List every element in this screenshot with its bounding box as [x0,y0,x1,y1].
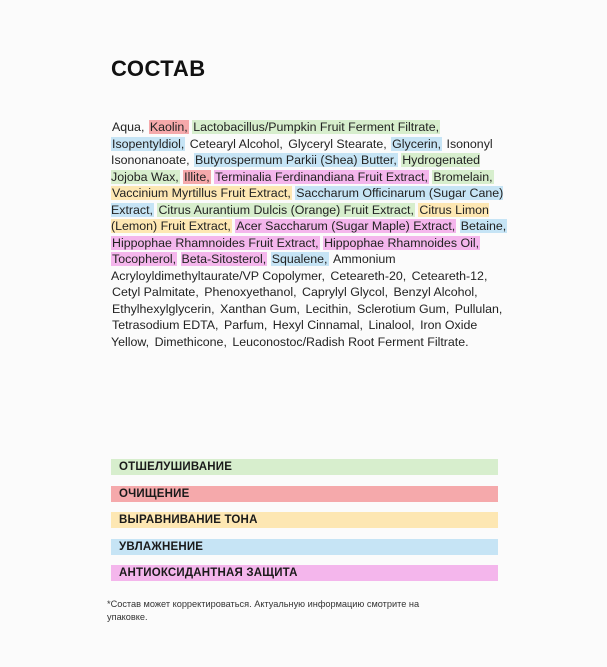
page-title: СОСТАВ [111,56,206,81]
ingredient: Ethylhexylglycerin, [112,301,215,316]
ingredient: Butyrospermum Parkii (Shea) Butter, [195,153,397,167]
ingredient: Pullulan, [454,301,503,316]
color-legend [111,459,498,592]
ingredient: Citrus Limon (Lemon) Fruit Extract, [111,202,489,233]
ingredient: Citrus Aurantium Dulcis (Orange) Fruit Extract, [158,202,414,217]
ingredients-list [111,119,511,350]
ingredient: Hippophae Rhamnoides Fruit Extract, [112,235,319,250]
ingredient: Isopentyldiol, [112,136,185,151]
legend-item: УВЛАЖНЕНИЕ [111,539,498,555]
ingredient: Dimethicone, [154,334,227,349]
ingredient: Tetrasodium EDTA, [112,318,219,332]
legend-item: АНТИОКСИДАНТНАЯ ЗАЩИТА [111,565,498,581]
ingredient: Lecithin, [305,301,352,316]
ingredient: Isononyl Isononanoate, [111,136,493,167]
ingredient: Saccharum Officinarum (Sugar Cane) Extract, [111,186,504,217]
ingredient: Caprylyl Glycol, [302,285,389,299]
ingredient: Sclerotium Gum, [357,301,450,316]
ingredient: Hippophae Rhamnoides Oil, [324,235,480,250]
ingredient: Cetyl Palmitate, [112,285,199,299]
ingredient: Betaine, [460,219,507,233]
ingredient: Benzyl Alcohol, [393,285,478,299]
ingredient: Tocopherol, [112,252,177,266]
ingredient: Bromelain, [433,169,493,184]
legend-item: ВЫРАВНИВАНИЕ ТОНА [111,512,498,528]
ingredient: Illite, [184,169,210,184]
ingredient: Kaolin, [149,120,188,134]
ingredient: Aqua, [112,120,145,134]
ingredient: Phenoxyethanol, [204,285,297,299]
ingredient: Iron Oxide Yellow, [111,318,478,349]
ingredient: Xanthan Gum, [220,301,300,316]
ingredient: Leuconostoc/Radish Root Ferment Filtrate. [232,334,469,349]
ingredient: Beta-Sitosterol, [181,252,267,266]
ingredient: Terminalia Ferdinandiana Fruit Extract, [215,169,428,184]
ingredient: Ammonium Acryloyldimethyltaurate/VP Copolymer, [111,252,396,283]
ingredient: Linalool, [368,318,415,332]
ingredient: Glyceryl Stearate, [288,136,387,151]
footnote: *Состав может корректироваться. Актуальную информацию смотрите на упаковке. [107,599,420,622]
ingredient: Vaccinium Myrtillus Fruit Extract, [112,186,291,200]
legend-item: ОТШЕЛУШИВАНИЕ [111,459,498,475]
ingredient: Lactobacillus/Pumpkin Fruit Ferment Filtrate, [193,120,440,134]
ingredient: Hexyl Cinnamal, [272,318,364,332]
legend-item: ОЧИЩЕНИЕ [111,486,498,502]
ingredient: Ceteareth-20, [330,268,407,283]
ingredient: Squalene, [271,252,328,266]
ingredient: Parfum, [223,318,268,332]
ingredient: Hydrogenated Jojoba Wax, [111,153,481,184]
ingredient: Ceteareth-12, [411,268,488,283]
ingredient: Cetearyl Alcohol, [189,136,283,151]
ingredient: Acer Saccharum (Sugar Maple) Extract, [236,219,456,233]
ingredient: Glycerin, [392,136,442,151]
